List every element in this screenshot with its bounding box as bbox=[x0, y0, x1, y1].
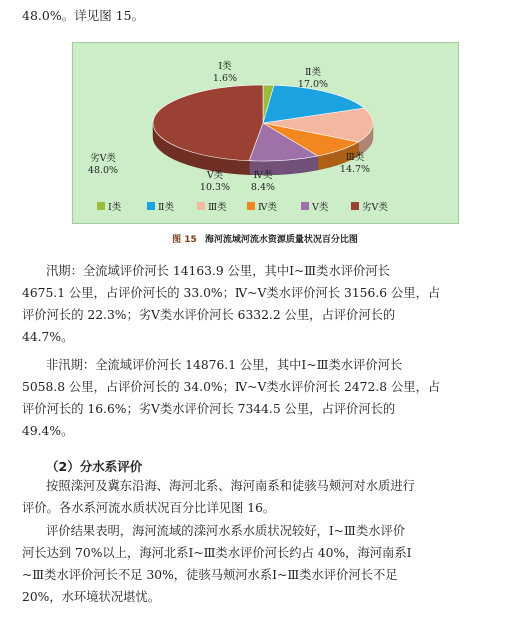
slice-label-value: 17.0% bbox=[297, 79, 329, 90]
slice-label-value: 8.4% bbox=[250, 182, 276, 193]
paragraph-line: 4675.1 公里，占评价河长的 33.0%；Ⅳ~Ⅴ类水评价河长 3156.6 公里，占 bbox=[22, 286, 441, 300]
legend-label: Ⅴ类 bbox=[312, 202, 329, 213]
top-text: 48.0%。详见图 15。 bbox=[22, 8, 145, 23]
slice-label-name: Ⅰ类 bbox=[218, 61, 232, 72]
slice-label-name: Ⅱ类 bbox=[305, 67, 321, 78]
slice-label-value: 1.6% bbox=[212, 73, 238, 84]
slice-label-name: Ⅴ类 bbox=[206, 170, 224, 181]
paragraph-line: 评价。各水系河流水质状况百分比详见图 16。 bbox=[22, 501, 276, 515]
paragraph-line: 5058.8 公里，占评价河长的 34.0%；Ⅳ~Ⅴ类水评价河长 2472.8 公里，占 bbox=[22, 380, 441, 394]
slice-label-value: 10.3% bbox=[199, 182, 231, 193]
slice-label-name: Ⅳ类 bbox=[253, 170, 273, 181]
slice-label-value: 14.7% bbox=[339, 164, 371, 175]
paragraph-line: 44.7%。 bbox=[22, 330, 74, 344]
legend-label: Ⅱ类 bbox=[158, 202, 174, 213]
paragraph-basin-method bbox=[22, 475, 512, 519]
figure-number: 图 15 bbox=[172, 235, 197, 245]
paragraph-line: 评价结果表明，海河流域的滦河水系水质状况较好，Ⅰ~Ⅲ类水评价 bbox=[46, 524, 406, 538]
legend-label: Ⅳ类 bbox=[258, 202, 277, 213]
legend-swatch bbox=[247, 202, 255, 210]
pie-chart bbox=[73, 43, 458, 223]
paragraph-line: 非汛期：全流域评价河长 14876.1 公里，其中Ⅰ~Ⅲ类水评价河长 bbox=[46, 358, 403, 372]
legend-swatch bbox=[351, 202, 359, 210]
paragraph-non-flood-season bbox=[22, 354, 512, 442]
paragraph-line: ~Ⅲ类水评价河长不足 30%，徒骇马颊河水系Ⅰ~Ⅲ类水评价河长不足 bbox=[22, 568, 398, 582]
legend-label: Ⅰ类 bbox=[108, 202, 122, 213]
legend-swatch bbox=[301, 202, 309, 210]
legend-label: Ⅲ类 bbox=[208, 202, 227, 213]
legend-label: 劣Ⅴ类 bbox=[362, 202, 388, 213]
paragraph-line: 评价河长的 16.6%；劣Ⅴ类水评价河长 7344.5 公里，占评价河长的 bbox=[22, 402, 396, 416]
paragraph-results bbox=[22, 520, 512, 608]
paragraph-line: 河长达到 70%以上，海河北系Ⅰ~Ⅲ类水评价河长约占 40%，海河南系Ⅰ bbox=[22, 546, 412, 560]
paragraph-line: 按照滦河及冀东沿海、海河北系、海河南系和徒骇马颊河对水质进行 bbox=[46, 479, 415, 493]
legend-swatch bbox=[197, 202, 205, 210]
slice-label-value: 48.0% bbox=[87, 165, 119, 176]
legend-swatch bbox=[97, 202, 105, 210]
paragraph-line: 49.4%。 bbox=[22, 424, 74, 438]
slice-label-name: 劣Ⅴ类 bbox=[90, 153, 116, 164]
pie-chart-figure bbox=[72, 42, 459, 224]
figure-caption bbox=[0, 232, 530, 245]
legend-swatch bbox=[147, 202, 155, 210]
paragraph-line: 20%，水环境状况堪忧。 bbox=[22, 590, 161, 604]
paragraph-line: 评价河长的 22.3%；劣Ⅴ类水评价河长 6332.2 公里，占评价河长的 bbox=[22, 308, 396, 322]
section-heading: （2）分水系评价 bbox=[46, 459, 143, 474]
paragraph-flood-season bbox=[22, 260, 512, 348]
figure-title: 海河流域河流水资源质量状况百分比图 bbox=[204, 235, 358, 245]
slice-label-name: Ⅲ类 bbox=[345, 152, 365, 163]
paragraph-line: 汛期：全流域评价河长 14163.9 公里，其中Ⅰ~Ⅲ类水评价河长 bbox=[46, 264, 390, 278]
